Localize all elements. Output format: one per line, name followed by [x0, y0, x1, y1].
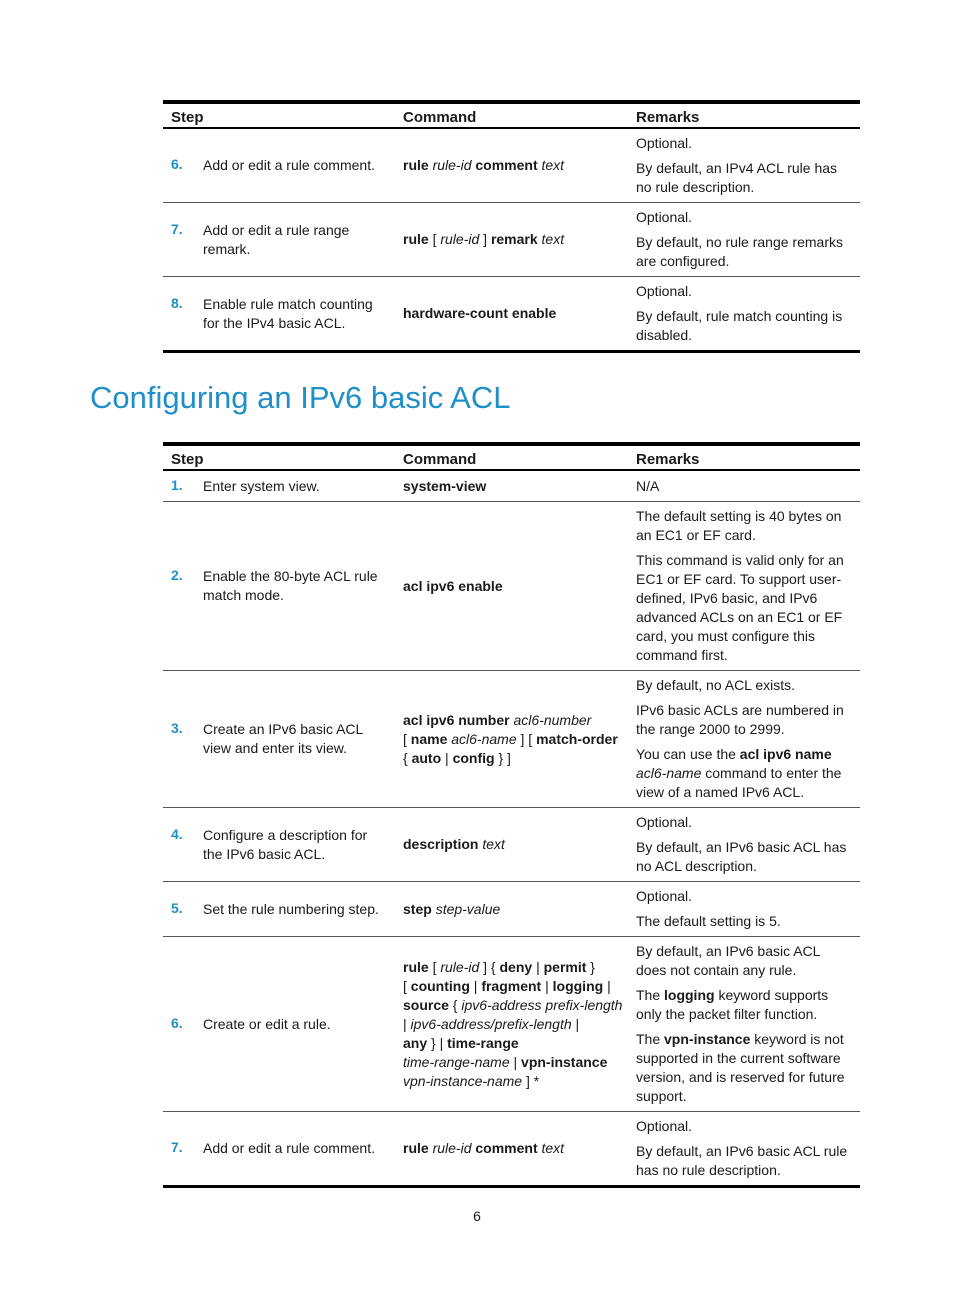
table-row — [163, 1112, 860, 1185]
table-row — [163, 502, 860, 671]
step-number: 8. — [171, 294, 183, 311]
command-text: hardware-count enable — [403, 305, 557, 321]
table-header — [163, 104, 860, 129]
step-text: Enter system view. — [203, 477, 320, 494]
step-text: Create an IPv6 basic ACL view and enter its view. — [203, 721, 363, 756]
step-text: Create or edit a rule. — [203, 1015, 331, 1032]
step-text: Enable rule match counting for the IPv4 basic ACL. — [203, 295, 373, 331]
command-text: rule rule-id comment text — [403, 1140, 565, 1156]
remarks-cell: Optional. The default setting is 5. — [636, 888, 781, 929]
remarks-cell: The default setting is 40 bytes on an EC1 or EF card. This command is valid only for an EC1 or EF card. To support user-defined, IPv6 basic, and IPv6 advanced ACLs on an EC1 or EF card, you must configure this command first. — [636, 508, 844, 663]
step-text: Configure a description for the IPv6 basic ACL. — [203, 826, 368, 862]
step-text: Add or edit a rule range remark. — [203, 221, 350, 257]
command-text: step step-value — [403, 900, 501, 917]
step-number: 2. — [171, 567, 183, 583]
command-text: rule rule-id comment text — [403, 157, 565, 173]
table-header — [163, 446, 860, 471]
step-text: Add or edit a rule comment. — [203, 157, 375, 173]
remarks-cell: Optional. By default, an IPv6 basic ACL has no ACL description. — [636, 814, 847, 874]
step-number: 7. — [171, 1139, 183, 1155]
table-row — [163, 471, 860, 502]
table-ipv4-continued — [163, 100, 860, 353]
command-text: acl ipv6 enable — [403, 577, 503, 594]
section-title: Configuring an IPv6 basic ACL — [90, 380, 511, 415]
header-command: Command — [403, 109, 477, 126]
step-text: Add or edit a rule comment. — [203, 1140, 375, 1156]
table-row — [163, 808, 860, 882]
header-step: Step — [171, 451, 204, 468]
table-row — [163, 937, 860, 1112]
step-number: 6. — [171, 1014, 183, 1031]
step-number: 6. — [171, 156, 183, 172]
remarks-cell: Optional. By default, no rule range remarks are configured. — [636, 209, 843, 269]
table-row — [163, 277, 860, 350]
step-number: 7. — [171, 220, 183, 237]
remarks-cell: By default, an IPv6 basic ACL does not contain any rule. The logging keyword supports only the packet filter function. The vpn-instance keyword is not supported in the current software version, and is reserved for future support. — [636, 943, 845, 1104]
table-row — [163, 129, 860, 203]
step-number: 4. — [171, 825, 183, 842]
step-text: Set the rule numbering step. — [203, 900, 379, 917]
table-row — [163, 882, 860, 937]
page-number: 6 — [473, 1208, 481, 1224]
table-ipv6-basic-acl — [163, 442, 860, 1188]
command-text: rule [ rule-id ] { deny | permit } [ counting | fragment | logging | source { ipv6-address prefix-length | ipv6-address/prefix-length | any } | time-range time-range-name | vpn-instance vpn-instance-name ] * — [403, 958, 623, 1089]
remarks-cell: Optional. By default, an IPv4 ACL rule has no rule description. — [636, 135, 838, 195]
table-row — [163, 671, 860, 808]
command-text: acl ipv6 number acl6-number [ name acl6-name ] [ match-order { auto | config } ] — [403, 711, 618, 766]
table-row — [163, 203, 860, 277]
step-number: 1. — [171, 476, 183, 493]
remarks-cell: Optional. By default, an IPv6 basic ACL rule has no rule description. — [636, 1118, 848, 1178]
step-number: 3. — [171, 720, 183, 736]
step-number: 5. — [171, 899, 183, 916]
remarks-cell: Optional. By default, rule match counting is disabled. — [636, 283, 843, 343]
remarks-cell: N/A — [636, 477, 660, 494]
command-text: description text — [403, 836, 505, 852]
header-remarks: Remarks — [636, 109, 700, 126]
remarks-cell: By default, no ACL exists. IPv6 basic ACLs are numbered in the range 2000 to 2999. You can use the acl ipv6 name acl6-name command to enter the view of a named IPv6 ACL. — [636, 677, 844, 800]
header-remarks: Remarks — [636, 451, 700, 468]
step-text: Enable the 80-byte ACL rule match mode. — [203, 568, 378, 603]
command-text: rule [ rule-id ] remark text — [403, 231, 565, 247]
command-text: system-view — [403, 477, 487, 494]
header-step: Step — [171, 109, 204, 126]
header-command: Command — [403, 451, 477, 468]
